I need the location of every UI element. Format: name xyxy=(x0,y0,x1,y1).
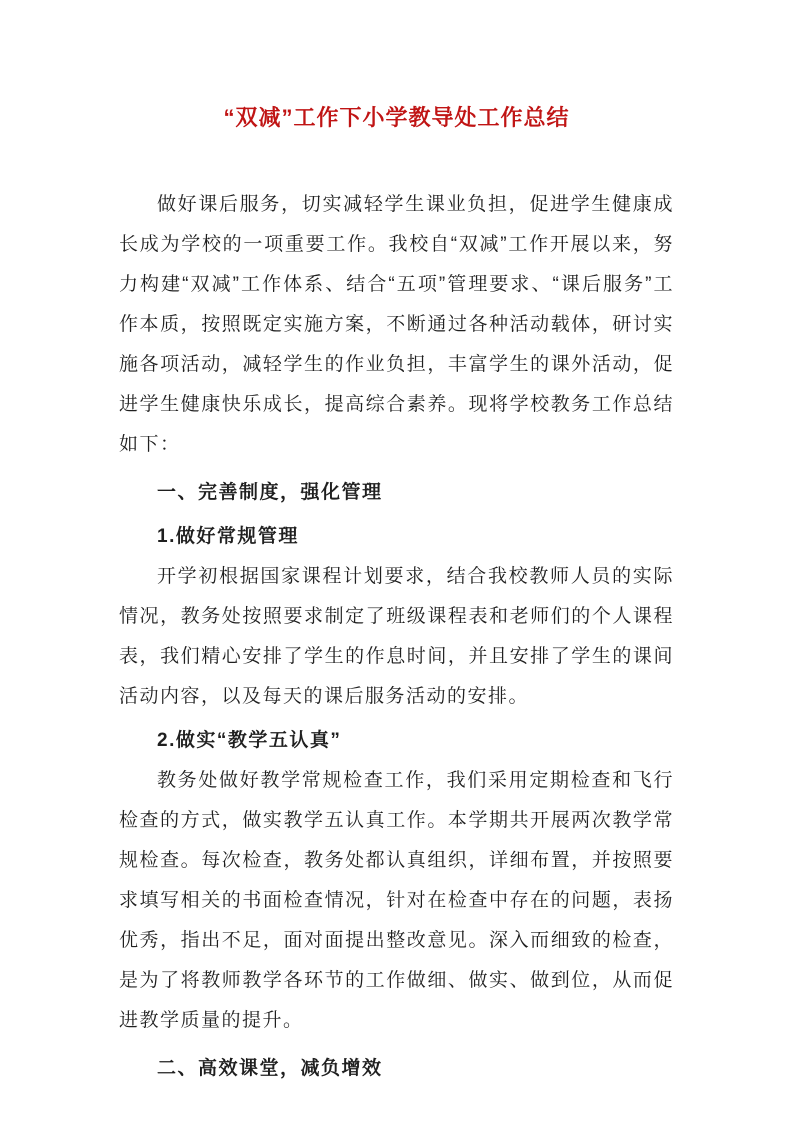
subsection-heading-1-1: 1.做好常规管理 xyxy=(157,526,299,547)
document-title: “双减”工作下小学教导处工作总结 xyxy=(223,105,570,130)
section-heading-1: 一、完善制度，强化管理 xyxy=(157,482,383,503)
section-heading-2: 二、高效课堂，减负增效 xyxy=(157,1058,383,1079)
paragraph-routine-management: 开学初根据国家课程计划要求，结合我校教师人员的实际情况，教务处按照要求制定了班级课程表和老师们的个人课程表，我们精心安排了学生的作息时间，并且安排了学生的课间活动内容，以及每天的课后服务活动的安排。 xyxy=(119,566,674,707)
paragraph-intro: 做好课后服务，切实减轻学生课业负担，促进学生健康成长成为学校的一项重要工作。我校自“双减”工作开展以来，努力构建“双减”工作体系、结合“五项”管理要求、“课后服务”工作本质，按照既定实施方案，不断通过各种活动载体，研讨实施各项活动，减轻学生的作业负担，丰富学生的课外活动，促进学生健康快乐成长，提高综合素养。现将学校教务工作总结如下： xyxy=(119,194,674,455)
paragraph-teaching-checks: 教务处做好教学常规检查工作，我们采用定期检查和飞行检查的方式，做实教学五认真工作。本学期共开展两次教学常规检查。每次检查，教务处都认真组织，详细布置，并按照要求填写相关的书面检查情况，针对在检查中存在的问题，表扬优秀，指出不足，面对面提出整改意见。深入而细致的检查，是为了将教师教学各环节的工作做细、做实、做到位，从而促进教学质量的提升。 xyxy=(119,770,674,1031)
document-body xyxy=(119,185,674,1089)
subsection-heading-1-2: 2.做实“教学五认真” xyxy=(157,730,342,751)
